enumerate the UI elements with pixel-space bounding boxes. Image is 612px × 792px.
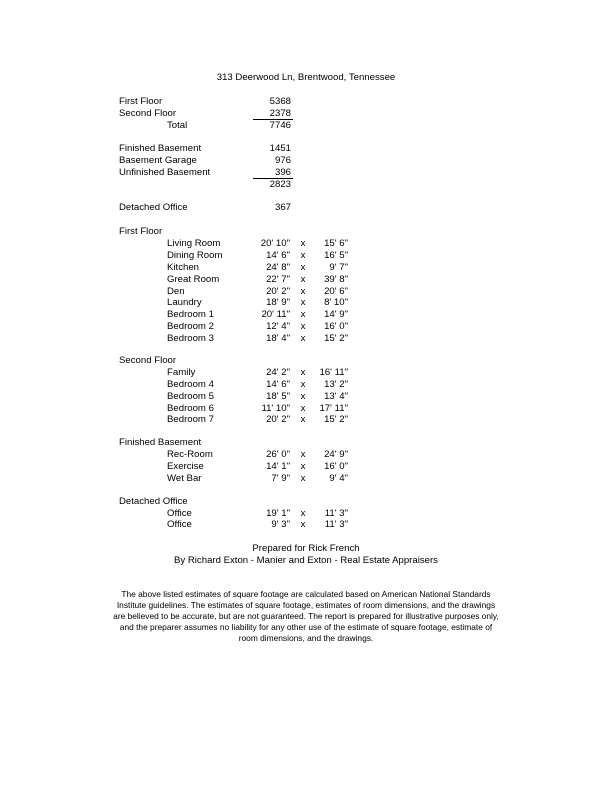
room-length: 20' 6" [324,286,348,297]
prepared-for: Prepared for Rick French [252,543,360,554]
times-sign: x [300,508,306,519]
room-width: 24' 8" [266,262,290,273]
section-heading: Finished Basement [119,437,202,448]
room-name: Office [167,519,192,530]
room-width: 24' 2" [266,367,290,378]
times-sign: x [300,250,306,261]
summary-value-basement-garage: 976 [274,155,291,166]
summary-value-finished-basement: 1451 [269,143,291,154]
room-width: 22' 7" [266,274,290,285]
room-length: 13' 4" [324,391,348,402]
room-name: Dining Room [167,250,223,261]
room-length: 15' 6" [324,238,348,249]
room-name: Wet Bar [167,473,202,484]
room-length: 24' 9" [324,449,348,460]
room-length: 13' 2" [324,379,348,390]
room-length: 9' 7" [329,262,348,273]
room-length: 16' 11" [319,367,348,378]
room-length: 15' 2" [324,333,348,344]
room-width: 18' 5" [266,391,290,402]
times-sign: x [300,333,306,344]
times-sign: x [300,403,306,414]
room-name: Bedroom 1 [167,309,214,320]
document-title: 313 Deerwood Ln, Brentwood, Tennessee [216,72,396,83]
room-length: 14' 9" [324,309,348,320]
room-width: 20' 2" [266,286,290,297]
summary-value-unfinished-basement: 396 [274,167,291,178]
times-sign: x [300,286,306,297]
room-name: Bedroom 5 [167,391,214,402]
times-sign: x [300,449,306,460]
room-length: 17' 11" [319,403,348,414]
summary-label-second-floor: Second Floor [119,108,177,119]
summary-value-first-floor: 5368 [269,96,291,107]
times-sign: x [300,473,306,484]
times-sign: x [300,262,306,273]
summary-label-finished-basement: Finished Basement [119,143,202,154]
room-width: 20' 2" [266,414,290,425]
section-heading: Detached Office [119,496,188,507]
prepared-by: By Richard Exton - Manier and Exton - Real Estate Appraisers [174,555,438,566]
disclaimer-text: The above listed estimates of square footage are calculated based on American National Standards Institute guidelines. The estimates of square footage, estimates of room dimensions, and the drawings are believed to be accurate, but are not guaranteed. The report is prepared for illustrative purposes only, and the preparer assumes no liability for any other use of the estimate of square footage, estimate of room dimensions, and the drawings. [113,589,499,643]
times-sign: x [300,297,306,308]
times-sign: x [300,321,306,332]
room-length: 16' 0" [324,321,348,332]
times-sign: x [300,414,306,425]
room-width: 14' 6" [266,379,290,390]
room-width: 26' 0" [266,449,290,460]
room-width: 18' 4" [266,333,290,344]
room-length: 16' 5" [324,250,348,261]
summary-value-second-floor: 2378 [269,108,291,119]
summary-value-detached-office: 367 [274,202,291,213]
room-width: 9' 3" [271,519,290,530]
times-sign: x [300,391,306,402]
room-width: 14' 6" [266,250,290,261]
room-name: Kitchen [167,262,199,273]
room-width: 7' 9" [271,473,290,484]
room-length: 16' 0" [324,461,348,472]
room-length: 11' 3" [324,519,348,530]
room-width: 12' 4" [266,321,290,332]
times-sign: x [300,367,306,378]
summary-label-total: Total [167,120,188,131]
room-length: 9' 4" [329,473,348,484]
section-heading: Second Floor [119,355,177,366]
summary-label-first-floor: First Floor [119,96,163,107]
times-sign: x [300,309,306,320]
times-sign: x [300,461,306,472]
times-sign: x [300,274,306,285]
times-sign: x [300,519,306,530]
room-width: 14' 1" [266,461,290,472]
room-length: 8' 10" [324,297,348,308]
summary-value-basement-total: 2823 [269,179,291,190]
room-width: 20' 10" [260,238,290,249]
room-width: 11' 10" [261,403,290,414]
room-length: 39' 8" [324,274,348,285]
room-name: Den [167,286,185,297]
room-width: 18' 9" [266,297,290,308]
summary-value-total: 7746 [269,120,291,131]
room-length: 15' 2" [324,414,348,425]
times-sign: x [300,238,306,249]
room-name: Rec-Room [167,449,213,460]
room-name: Bedroom 2 [167,321,214,332]
room-width: 20' 11" [261,309,290,320]
summary-label-unfinished-basement: Unfinished Basement [119,167,211,178]
room-name: Bedroom 4 [167,379,214,390]
room-name: Bedroom 6 [167,403,214,414]
room-name: Great Room [167,274,220,285]
room-name: Living Room [167,238,221,249]
summary-label-detached-office: Detached Office [119,202,188,213]
room-name: Bedroom 3 [167,333,214,344]
section-heading: First Floor [119,226,163,237]
times-sign: x [300,379,306,390]
room-width: 19' 1" [266,508,290,519]
room-name: Office [167,508,192,519]
summary-label-basement-garage: Basement Garage [119,155,197,166]
room-name: Exercise [167,461,204,472]
room-name: Bedroom 7 [167,414,214,425]
room-length: 11' 3" [324,508,348,519]
room-name: Laundry [167,297,202,308]
room-name: Family [167,367,196,378]
